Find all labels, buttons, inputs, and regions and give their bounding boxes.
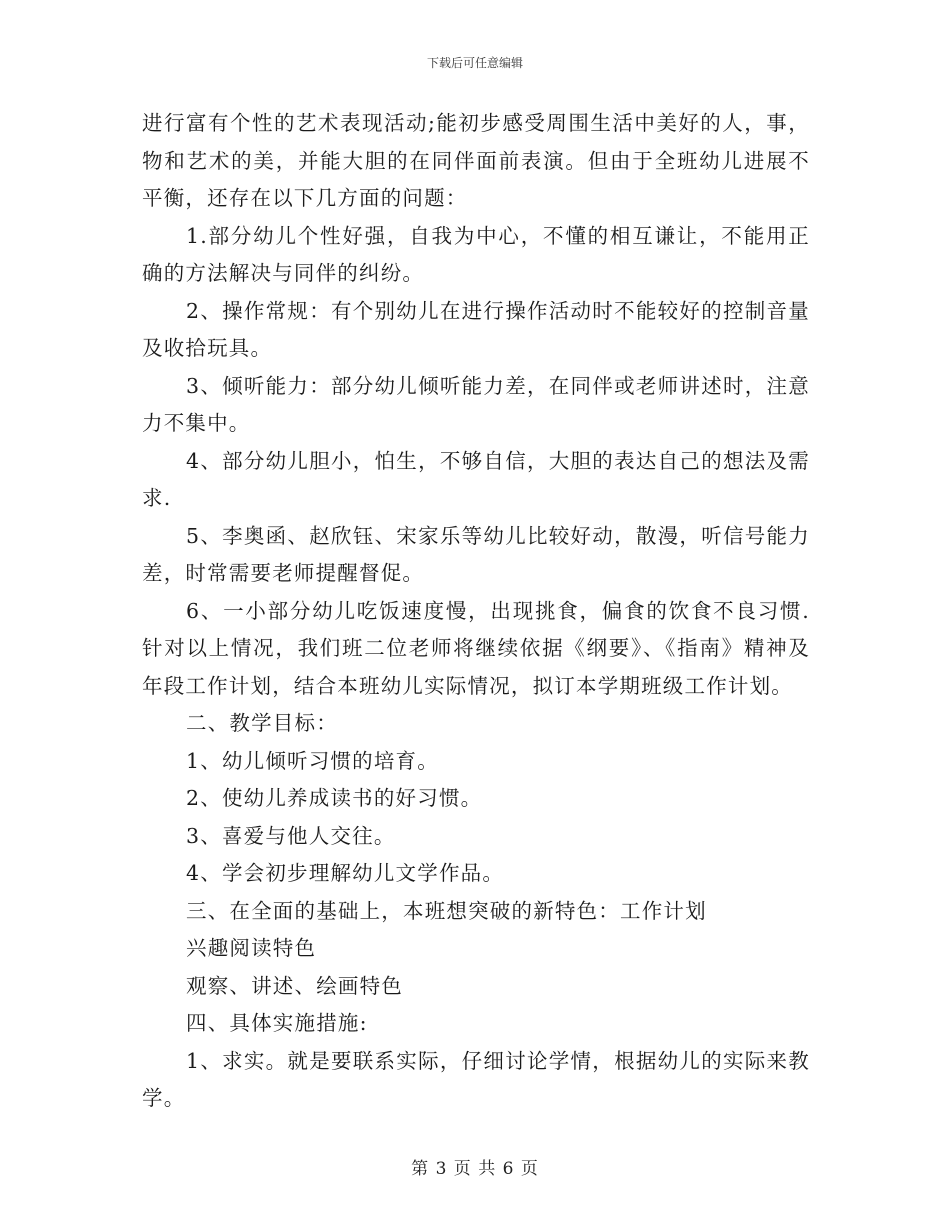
paragraph-continuation: 进行富有个性的艺术表现活动;能初步感受周围生活中美好的人，事，物和艺术的美，并能大胆的在同伴面前表演。但由于全班幼儿进展不平衡，还存在以下几方面的问题： xyxy=(142,111,810,210)
paragraph-problem-1: 1.部分幼儿个性好强，自我为中心，不懂的相互谦让，不能用正确的方法解决与同伴的纠纷。 xyxy=(142,223,810,285)
goal-item-1: 1、幼儿倾听习惯的培育。 xyxy=(186,748,439,773)
page-number-footer: 第 3 页 共 6 页 xyxy=(411,1159,539,1179)
paragraph-problem-2: 2、操作常规：有个别幼儿在进行操作活动时不能较好的控制音量及收拾玩具。 xyxy=(142,298,810,360)
paragraph-problem-4: 4、部分幼儿胆小，怕生，不够自信，大胆的表达自己的想法及需求. xyxy=(142,448,810,510)
goal-item-4: 4、学会初步理解幼儿文学作品。 xyxy=(186,861,505,885)
paragraph-problem-6: 6、一小部分幼儿吃饭速度慢，出现挑食，偏食的饮食不良习惯.针对以上情况，我们班二位老师将继续依据《纲要》、《指南》精神及年段工作计划，结合本班幼儿实际情况，拟订本学期班级工作计划。 xyxy=(142,598,810,698)
page-header: 下载后可任意编辑 xyxy=(426,56,523,70)
document-body xyxy=(142,105,810,1118)
paragraph-problem-3: 3、倾听能力：部分幼儿倾听能力差，在同伴或老师讲述时，注意力不集中。 xyxy=(142,373,810,435)
section-heading-features: 三、在全面的基础上，本班想突破的新特色：工作计划 xyxy=(186,898,707,923)
goal-item-3: 3、喜爱与他人交往。 xyxy=(186,823,396,848)
section-heading-measures: 四、具体实施措施: xyxy=(186,1011,368,1035)
feature-item-reading: 兴趣阅读特色 xyxy=(186,936,317,960)
measure-item-1: 1、求实。就是要联系实际，仔细讨论学情，根据幼儿的实际来教学。 xyxy=(142,1048,810,1110)
goal-item-2: 2、使幼儿养成读书的好习惯。 xyxy=(186,786,483,810)
section-heading-teaching-goals: 二、教学目标： xyxy=(186,711,338,735)
paragraph-problem-5: 5、李奥函、赵欣钰、宋家乐等幼儿比较好动，散漫，听信号能力差，时常需要老师提醒督促。 xyxy=(142,523,810,585)
feature-item-observation: 观察、讲述、绘画特色 xyxy=(186,973,403,998)
